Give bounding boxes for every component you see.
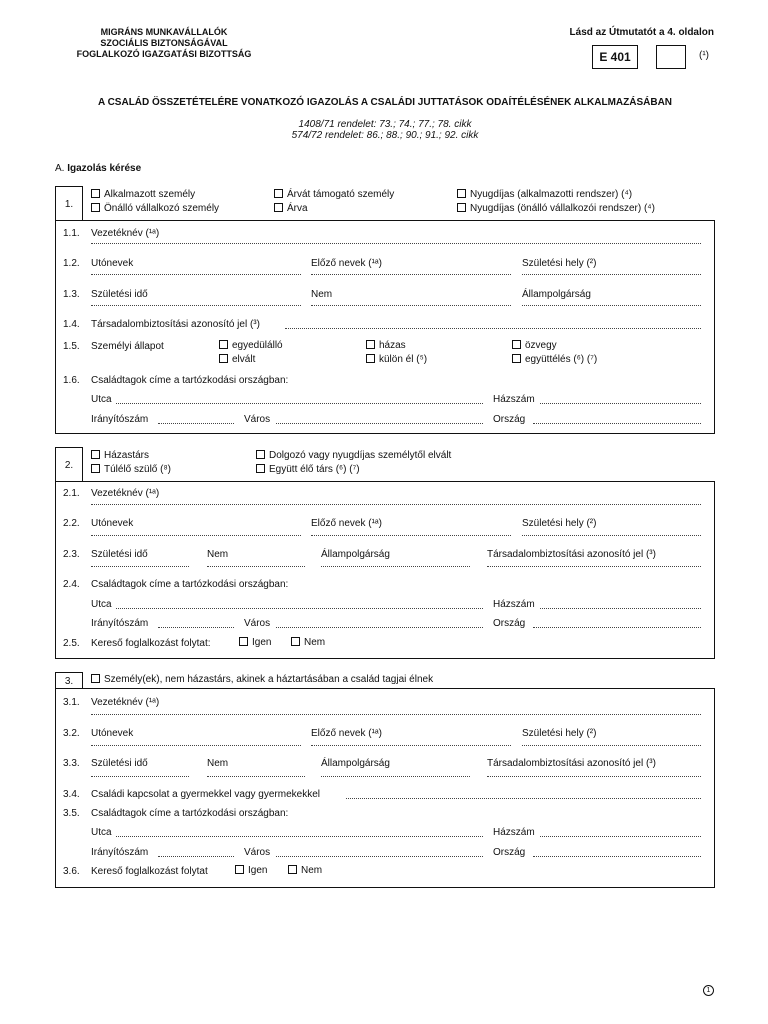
section-1-number-label: 1.	[64, 198, 74, 210]
checkbox-divorced-from-worker[interactable]	[256, 450, 451, 461]
spouse-country-label: Ország	[493, 618, 526, 629]
checkbox-orphan-label: Árva	[287, 203, 308, 214]
spouse-citizenship-label: Állampolgárság	[321, 549, 390, 560]
checkbox-cohabitation-label: együttélés (⁶) (⁷)	[525, 354, 598, 365]
person-house-number-field[interactable]	[540, 836, 701, 837]
spouse-birthplace-field[interactable]	[522, 535, 701, 536]
checkbox-single[interactable]	[219, 340, 283, 351]
see-guide-note: Lásd az Útmutatót a 4. oldalon	[569, 27, 714, 38]
spouse-birthplace-label: Születési hely (²)	[522, 518, 597, 529]
person-ssn-field[interactable]	[487, 776, 701, 777]
checkbox-divorced-label: elvált	[232, 354, 256, 365]
checkbox-cohabitation[interactable]	[512, 354, 597, 365]
person-birthdate-label: Születési idő	[91, 758, 148, 769]
person-given-names-label: Utónevek	[91, 728, 134, 739]
person-ssn-label: Társadalombiztosítási azonosító jel (³)	[487, 758, 656, 769]
person-country-label: Ország	[493, 847, 526, 858]
checkbox-icon[interactable]	[256, 450, 265, 459]
footnote-mark: (¹)	[699, 50, 709, 61]
country-field[interactable]	[533, 423, 701, 424]
birthdate-field[interactable]	[91, 305, 301, 306]
checkbox-icon[interactable]	[512, 354, 521, 363]
spouse-given-names-label: Utónevek	[91, 518, 134, 529]
spouse-surname-label: Vezetéknév (¹ᵃ)	[91, 488, 160, 499]
sex-field[interactable]	[311, 305, 511, 306]
person-surname-label: Vezetéknév (¹ᵃ)	[91, 697, 160, 708]
row-1-1-number: 1.1.	[63, 228, 80, 239]
checkbox-icon[interactable]	[91, 189, 100, 198]
checkbox-icon[interactable]	[366, 354, 375, 363]
spouse-previous-names-label: Előző nevek (¹ᵃ)	[311, 518, 382, 529]
street-label: Utca	[91, 394, 112, 405]
given-names-field[interactable]	[91, 274, 301, 275]
person-given-names-field[interactable]	[91, 745, 301, 746]
issuing-organization	[56, 27, 272, 60]
person-address-label: Családtagok címe a tartózkodási országban:	[91, 808, 289, 819]
checkbox-separated-label: külön él (⁵)	[379, 354, 428, 365]
street-field[interactable]	[116, 403, 483, 404]
section-2-box	[55, 481, 715, 659]
checkbox-spouse[interactable]	[91, 450, 149, 461]
surname-label: Vezetéknév (¹ᵃ)	[91, 228, 160, 239]
person-house-number-label: Házszám	[493, 827, 535, 838]
person-sex-label: Nem	[207, 758, 229, 769]
regulation-line-1: 1408/71 rendelet: 73.; 74.; 77.; 78. cikk	[298, 119, 472, 130]
birthplace-label: Születési hely (²)	[522, 258, 597, 269]
checkbox-icon[interactable]	[219, 354, 228, 363]
section-3-number-label: 3.	[64, 675, 74, 687]
birthplace-field[interactable]	[522, 274, 701, 275]
zip-label: Irányítószám	[91, 414, 149, 425]
checkbox-pension-employee-label: Nyugdíjas (alkalmazotti rendszer) (⁴)	[470, 189, 633, 200]
citizenship-field[interactable]	[522, 305, 701, 306]
no-label: Nem	[304, 637, 326, 648]
form-code-blank-field[interactable]	[656, 45, 686, 69]
checkbox-single-label: egyedülálló	[232, 340, 283, 351]
spouse-given-names-field[interactable]	[91, 535, 301, 536]
org-line-3: FOGLALKOZÓ IGAZGATÁSI BIZOTTSÁG	[76, 49, 252, 59]
checkbox-employee[interactable]	[91, 189, 195, 200]
person-zip-field[interactable]	[158, 856, 234, 857]
checkbox-spouse-employed-yes[interactable]	[239, 637, 271, 648]
yes-label: Igen	[248, 865, 268, 876]
person-surname-field[interactable]	[91, 714, 701, 715]
zip-field[interactable]	[158, 423, 234, 424]
row-2-1-number: 2.1.	[63, 488, 80, 499]
form-title: A CSALÁD ÖSSZETÉTELÉRE VONATKOZÓ IGAZOLÁS A CSALÁDI JUTTATÁSOK ODAÍTÉLÉSÉNEK ALKALMAZÁSÁBAN	[97, 97, 673, 108]
org-line-1: MIGRÁNS MUNKAVÁLLALÓK	[100, 27, 228, 37]
row-3-4-number: 3.4.	[63, 789, 80, 800]
checkbox-icon[interactable]	[91, 450, 100, 459]
row-3-3-number: 3.3.	[63, 758, 80, 769]
spouse-surname-field[interactable]	[91, 504, 701, 505]
section-3-box	[55, 688, 715, 888]
page-number: 1	[703, 985, 714, 996]
checkbox-orphan-support-label: Árvát támogató személy	[287, 189, 395, 200]
checkbox-widow[interactable]	[512, 340, 557, 351]
given-names-label: Utónevek	[91, 258, 134, 269]
person-city-label: Város	[244, 847, 271, 858]
person-zip-label: Irányítószám	[91, 847, 149, 858]
person-birthdate-field[interactable]	[91, 776, 189, 777]
spouse-zip-field[interactable]	[158, 627, 234, 628]
spouse-sex-label: Nem	[207, 549, 229, 560]
checkbox-self-employed-label: Önálló vállalkozó személy	[104, 203, 220, 214]
spouse-previous-names-field[interactable]	[311, 535, 511, 536]
spouse-sex-field[interactable]	[207, 566, 305, 567]
org-line-2: SZOCIÁLIS BIZTONSÁGÁVAL	[100, 38, 228, 48]
person-street-field[interactable]	[116, 836, 483, 837]
row-2-5-number: 2.5.	[63, 638, 80, 649]
row-1-3-number: 1.3.	[63, 289, 80, 300]
checkbox-pension-self[interactable]	[457, 203, 655, 214]
spouse-city-label: Város	[244, 618, 271, 629]
spouse-country-field[interactable]	[533, 627, 701, 628]
section-2-number-label: 2.	[64, 459, 74, 471]
checkbox-divorced[interactable]	[219, 354, 255, 365]
checkbox-employee-label: Alkalmazott személy	[104, 189, 196, 200]
person-employed-label: Kereső foglalkozást folytat	[91, 866, 208, 877]
checkbox-household-persons[interactable]	[91, 674, 433, 685]
checkbox-separated[interactable]	[366, 354, 427, 365]
checkbox-person-employed-no[interactable]	[288, 865, 322, 876]
birthdate-label: Születési idő	[91, 289, 148, 300]
spouse-employed-label: Kereső foglalkozást folytat:	[91, 638, 211, 649]
checkbox-married[interactable]	[366, 340, 406, 351]
checkbox-icon[interactable]	[274, 189, 283, 198]
checkbox-icon[interactable]	[256, 464, 265, 473]
person-street-label: Utca	[91, 827, 112, 838]
checkbox-divorced-from-worker-label: Dolgozó vagy nyugdíjas személytől elvált	[269, 450, 452, 461]
section-a-letter: A.	[55, 163, 65, 174]
checkbox-spouse-label: Házastárs	[104, 450, 150, 461]
checkbox-household-persons-label: Személy(ek), nem házastárs, akinek a háztartásában a család tagjai élnek	[104, 674, 434, 685]
checkbox-icon[interactable]	[457, 189, 466, 198]
checkbox-widow-label: özvegy	[525, 340, 557, 351]
row-1-4-number: 1.4.	[63, 319, 80, 330]
ssn-label: Társadalombiztosítási azonosító jel (³)	[91, 319, 260, 330]
house-number-field[interactable]	[540, 403, 701, 404]
spouse-house-number-label: Házszám	[493, 599, 535, 610]
checkbox-icon[interactable]	[91, 203, 100, 212]
marital-status-label: Személyi állapot	[91, 341, 164, 352]
section-2-number	[55, 447, 83, 482]
row-1-5-number: 1.5.	[63, 341, 80, 352]
checkbox-orphan[interactable]	[274, 203, 308, 214]
person-citizenship-field[interactable]	[321, 776, 470, 777]
person-birthplace-field[interactable]	[522, 745, 701, 746]
checkbox-married-label: házas	[379, 340, 406, 351]
address-label: Családtagok címe a tartózkodási országban:	[91, 375, 289, 386]
person-citizenship-label: Állampolgárság	[321, 758, 390, 769]
checkbox-cohabiting-partner-label: Együtt élő társ (⁶) (⁷)	[269, 464, 360, 475]
surname-field[interactable]	[91, 243, 701, 244]
checkbox-icon[interactable]	[274, 203, 283, 212]
section-a-label: Igazolás kérése	[67, 163, 142, 174]
person-previous-names-field[interactable]	[311, 745, 511, 746]
row-2-2-number: 2.2.	[63, 518, 80, 529]
no-label: Nem	[301, 865, 323, 876]
row-3-1-number: 3.1.	[63, 697, 80, 708]
checkbox-surviving-parent[interactable]	[91, 464, 171, 475]
spouse-street-field[interactable]	[116, 608, 483, 609]
checkbox-self-employed[interactable]	[91, 203, 219, 214]
checkbox-icon[interactable]	[219, 340, 228, 349]
relationship-field[interactable]	[346, 798, 701, 799]
person-country-field[interactable]	[533, 856, 701, 857]
sex-label: Nem	[311, 289, 333, 300]
checkbox-spouse-employed-no[interactable]	[291, 637, 325, 648]
spouse-house-number-field[interactable]	[540, 608, 701, 609]
row-2-4-number: 2.4.	[63, 579, 80, 590]
regulation-line-2: 574/72 rendelet: 86.; 88.; 90.; 91.; 92. cikk	[291, 130, 479, 141]
checkbox-icon[interactable]	[457, 203, 466, 212]
person-city-field[interactable]	[276, 856, 483, 857]
spouse-birthdate-label: Születési idő	[91, 549, 148, 560]
spouse-street-label: Utca	[91, 599, 112, 610]
checkbox-surviving-parent-label: Túlélő szülő (⁸)	[104, 464, 172, 475]
checkbox-icon[interactable]	[291, 637, 300, 646]
section-3-number	[55, 672, 83, 689]
citizenship-label: Állampolgárság	[522, 289, 591, 300]
checkbox-pension-self-label: Nyugdíjas (önálló vállalkozói rendszer) (⁴)	[470, 203, 655, 214]
previous-names-label: Előző nevek (¹ᵃ)	[311, 258, 382, 269]
city-field[interactable]	[276, 423, 483, 424]
section-1-number	[55, 186, 83, 221]
row-2-3-number: 2.3.	[63, 549, 80, 560]
relationship-label: Családi kapcsolat a gyermekkel vagy gyermekekkel	[91, 789, 320, 800]
spouse-birthdate-field[interactable]	[91, 566, 189, 567]
spouse-city-field[interactable]	[276, 627, 483, 628]
spouse-zip-label: Irányítószám	[91, 618, 149, 629]
spouse-address-label: Családtagok címe a tartózkodási országban:	[91, 579, 289, 590]
spouse-citizenship-field[interactable]	[321, 566, 470, 567]
checkbox-icon[interactable]	[512, 340, 521, 349]
person-previous-names-label: Előző nevek (¹ᵃ)	[311, 728, 382, 739]
row-1-2-number: 1.2.	[63, 258, 80, 269]
checkbox-person-employed-yes[interactable]	[235, 865, 267, 876]
checkbox-icon[interactable]	[235, 865, 244, 874]
yes-label: Igen	[252, 637, 272, 648]
checkbox-icon[interactable]	[91, 674, 100, 683]
person-birthplace-label: Születési hely (²)	[522, 728, 597, 739]
checkbox-cohabiting-partner[interactable]	[256, 464, 360, 475]
previous-names-field[interactable]	[311, 274, 511, 275]
spouse-ssn-label: Társadalombiztosítási azonosító jel (³)	[487, 549, 656, 560]
spouse-ssn-field[interactable]	[487, 566, 701, 567]
form-code: E 401	[592, 45, 638, 69]
checkbox-icon[interactable]	[91, 464, 100, 473]
city-label: Város	[244, 414, 271, 425]
checkbox-icon[interactable]	[239, 637, 248, 646]
checkbox-orphan-support[interactable]	[274, 189, 394, 200]
checkbox-icon[interactable]	[288, 865, 297, 874]
row-3-2-number: 3.2.	[63, 728, 80, 739]
person-sex-field[interactable]	[207, 776, 305, 777]
row-3-5-number: 3.5.	[63, 808, 80, 819]
house-number-label: Házszám	[493, 394, 535, 405]
checkbox-icon[interactable]	[366, 340, 375, 349]
section-a-heading	[55, 163, 141, 174]
row-3-6-number: 3.6.	[63, 866, 80, 877]
row-1-6-number: 1.6.	[63, 375, 80, 386]
ssn-field[interactable]	[285, 328, 701, 329]
country-label: Ország	[493, 414, 526, 425]
checkbox-pension-employee[interactable]	[457, 189, 632, 200]
